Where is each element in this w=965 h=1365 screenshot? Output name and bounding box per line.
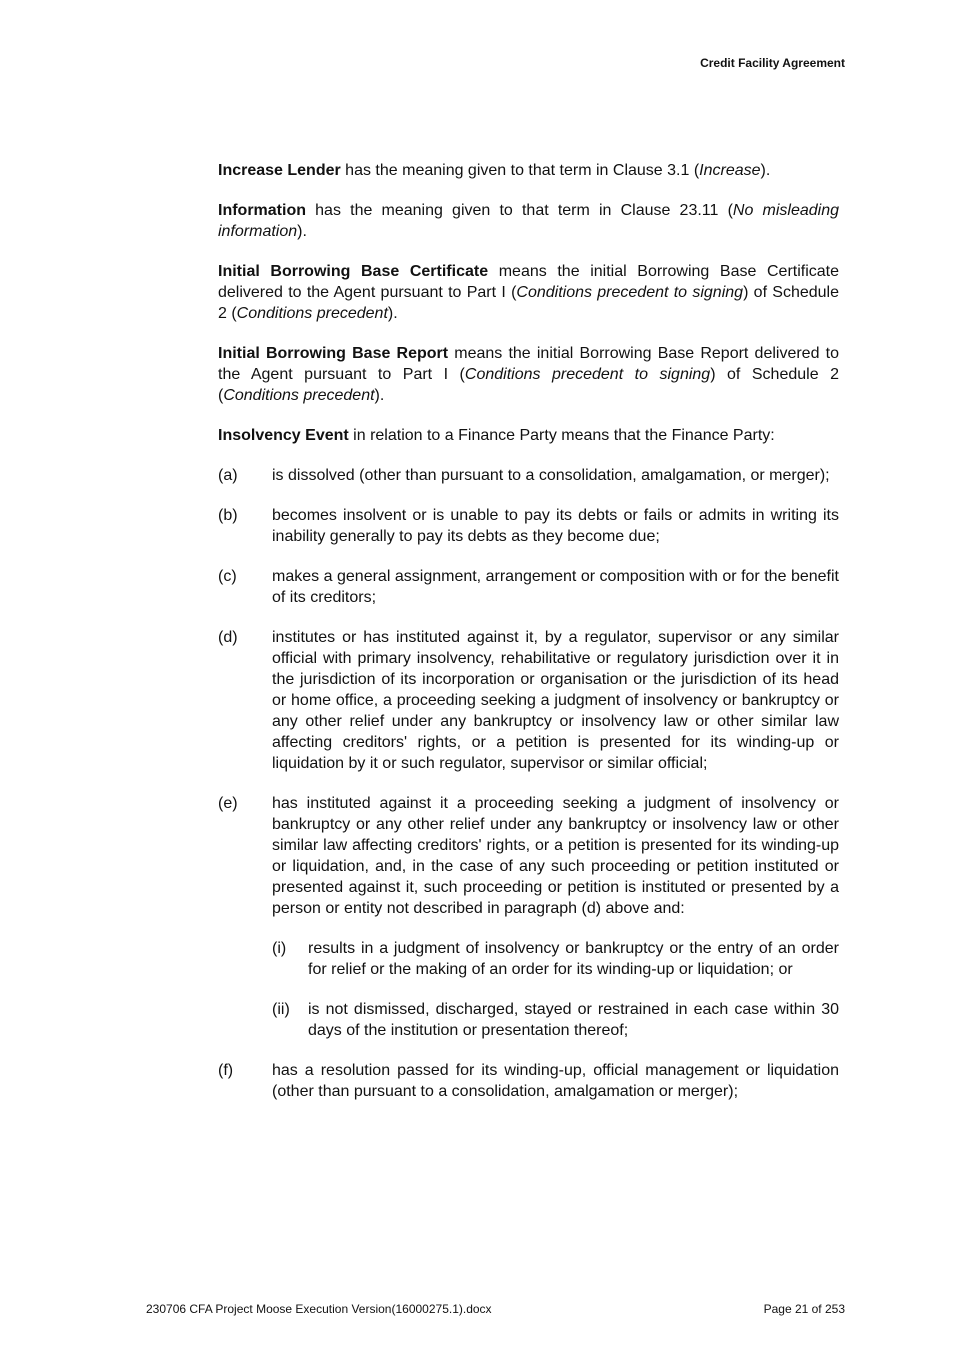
- term: Initial Borrowing Base Report: [218, 345, 449, 362]
- list-item-e: [218, 793, 839, 1041]
- definition-information: Information has the meaning given to that term in Clause 23.11 (No misleading information).: [218, 202, 840, 240]
- definition-initial-borrowing-base-certificate: Initial Borrowing Base Certificate means the initial Borrowing Base Certificate delivered to the Agent pursuant to Part I (Conditions precedent to signing) of Schedule 2 (Conditions precedent).: [218, 263, 840, 322]
- term: Initial Borrowing Base Certificate: [218, 263, 489, 280]
- term: Insolvency Event: [218, 427, 349, 444]
- item-label: (f): [218, 1062, 234, 1079]
- sub-item-i: [272, 938, 839, 980]
- item-text: makes a general assignment, arrangement or composition with or for the benefit of its creditors;: [272, 568, 839, 606]
- sub-item-label: (i): [272, 940, 287, 957]
- footer-page-number: Page 21 of 253: [763, 1302, 845, 1316]
- sub-item-label: (ii): [272, 1001, 290, 1018]
- definition-initial-borrowing-base-report: Initial Borrowing Base Report means the initial Borrowing Base Report delivered to the Agent pursuant to Part I (Conditions precedent to signing) of Schedule 2 (Conditions precedent).: [218, 345, 839, 404]
- term: Information: [218, 202, 306, 219]
- sub-item-text: results in a judgment of insolvency or bankruptcy or the entry of an order for relief or the making of an order for its winding-up or liquidation; or: [308, 940, 839, 978]
- sub-item-text: is not dismissed, discharged, stayed or restrained in each case within 30 days of the institution or presentation thereof;: [308, 1001, 839, 1039]
- item-label: (c): [218, 568, 237, 585]
- item-text: becomes insolvent or is unable to pay its debts or fails or admits in writing its inability generally to pay its debts as they become due;: [272, 507, 839, 545]
- item-text: has instituted against it a proceeding seeking a judgment of insolvency or bankruptcy or any other relief under any bankruptcy or insolvency law or other similar law affecting creditors' rights, or a petition is presented for its winding-up or liquidation, and, in the case of any such proceeding or petition instituted or presented against it, such proceeding or petition is instituted or presented by a person or entity not described in paragraph (d) above and:: [272, 795, 839, 917]
- item-text: has a resolution passed for its winding-up, official management or liquidation (other than pursuant to a consolidation, amalgamation or merger);: [272, 1062, 839, 1100]
- running-header: Credit Facility Agreement: [700, 56, 845, 70]
- list-item-f: [218, 1060, 839, 1102]
- list-item-d: [218, 627, 839, 774]
- item-label: (a): [218, 467, 238, 484]
- item-label: (b): [218, 507, 238, 524]
- term: Increase Lender: [218, 162, 341, 179]
- definition-increase-lender: Increase Lender has the meaning given to that term in Clause 3.1 (Increase).: [218, 162, 771, 179]
- list-item-b: [218, 505, 839, 547]
- item-text: institutes or has instituted against it, by a regulator, supervisor or any similar official with primary insolvency, rehabilitative or regulatory jurisdiction over it in the jurisdiction of its incorporation or organisation or the jurisdiction of its head or home office, a proceeding seeking a judgment of insolvency or bankruptcy or any other relief under any bankruptcy or insolvency law or other similar law affecting creditors' rights, or a petition is presented for its winding-up or liquidation by it or such regulator, supervisor or similar official;: [272, 629, 839, 772]
- list-item-a: [218, 465, 839, 486]
- item-text: is dissolved (other than pursuant to a consolidation, amalgamation, or merger);: [272, 467, 830, 484]
- definition-insolvency-event: Insolvency Event in relation to a Finance Party means that the Finance Party:: [218, 427, 775, 444]
- sub-item-ii: [272, 999, 839, 1041]
- item-body: [272, 793, 839, 1041]
- document-body: [218, 160, 839, 1121]
- list-item-c: [218, 566, 839, 608]
- item-label: (d): [218, 629, 238, 646]
- item-label: (e): [218, 795, 238, 812]
- footer-filename: 230706 CFA Project Moose Execution Version(16000275.1).docx: [146, 1302, 492, 1316]
